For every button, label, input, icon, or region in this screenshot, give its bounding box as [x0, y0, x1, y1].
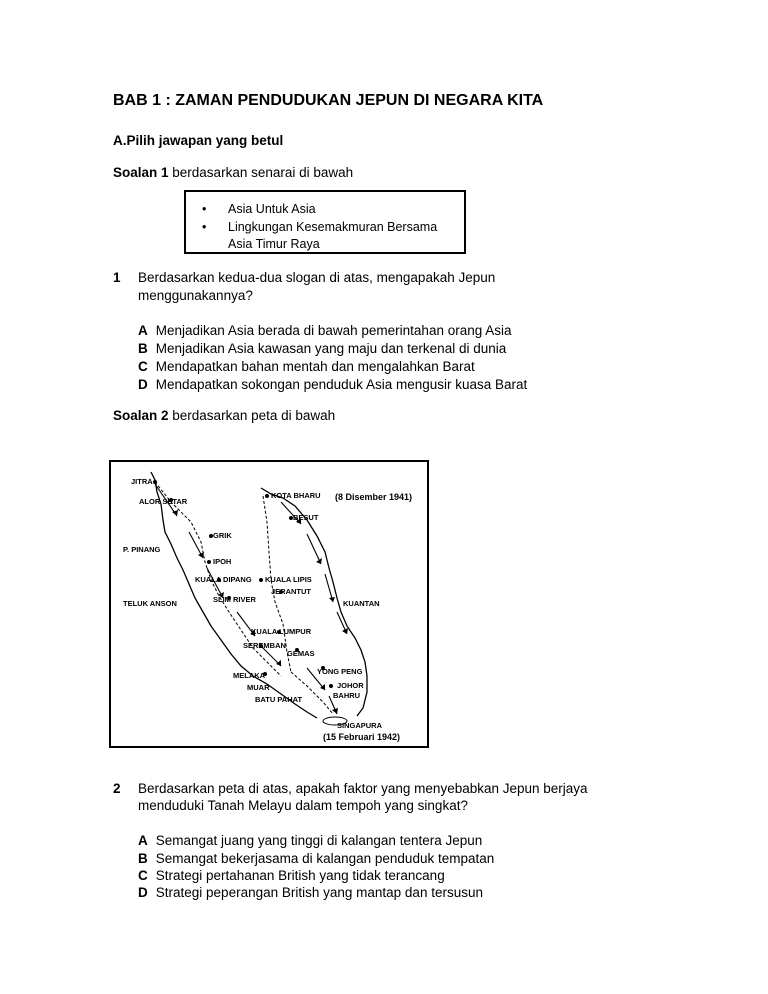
arrowhead [198, 552, 204, 558]
label-kuantan: KUANTAN [343, 599, 380, 608]
label-start-date: (8 Disember 1941) [335, 492, 413, 502]
q2-intro [113, 407, 335, 425]
slogan-box [184, 190, 466, 254]
q1-option-c: C Mendapatkan bahan mentah dan mengalahkan Barat [138, 359, 475, 374]
label-singapura: SINGAPURA [337, 721, 383, 730]
q2-option-b: B Semangat bekerjasama di kalangan penduduk tempatan [138, 851, 495, 866]
q2-option-c: C Strategi pertahanan British yang tidak terancang [138, 868, 445, 883]
invasion-map [109, 460, 429, 748]
label-kota-bharu: KOTA BHARU [271, 491, 321, 500]
q1-question-line2: menggunakannya? [138, 288, 253, 303]
label-slim-river: SLIM RIVER [213, 595, 256, 604]
label-teluk-anson: TELUK ANSON [123, 599, 177, 608]
label-muar: MUAR [247, 683, 270, 692]
label-kuala-lumpur: KUALA LUMPUR [251, 627, 312, 636]
slogan-item: • Asia Untuk Asia [202, 201, 437, 219]
slogan-item-continued: Asia Timur Raya [228, 237, 320, 251]
q2-option-a: A Semangat juang yang tinggi di kalangan tentera Jepun [138, 833, 483, 848]
label-kuala-lipis: KUALA LIPIS [265, 575, 312, 584]
label-jerantut: JERANTUT [271, 587, 312, 596]
q2-option-d: D Strategi peperangan British yang mantap dan tersusun [138, 885, 483, 900]
q1-intro [113, 164, 353, 182]
label-gemas: GEMAS [287, 649, 315, 658]
slogan-item: • Lingkungan Kesemakmuran Bersama [202, 219, 437, 237]
label-besut: BESUT [293, 513, 319, 522]
q1-number: 1 [113, 270, 121, 285]
label-kuala-dipang: KUALA DIPANG [195, 575, 252, 584]
q2-intro-text: berdasarkan peta di bawah [168, 408, 336, 423]
bullet-icon: • [202, 219, 207, 234]
label-alor-setar: ALOR SETAR [139, 497, 188, 506]
page-title: BAB 1 : ZAMAN PENDUDUKAN JEPUN DI NEGARA KITA [113, 92, 544, 109]
q1-option-a: A Menjadikan Asia berada di bawah pemerintahan orang Asia [138, 323, 512, 338]
railway-south [291, 672, 333, 714]
label-batu-pahat: BATU PAHAT [255, 695, 303, 704]
label-yong-peng: YONG PENG [317, 667, 363, 676]
q1-intro-label: Soalan 1 [113, 165, 169, 180]
label-johor: JOHOR [337, 681, 364, 690]
label-p-pinang: P. PINANG [123, 545, 161, 554]
label-bahru: BAHRU [333, 691, 361, 700]
section-heading: A.Pilih jawapan yang betul [113, 133, 284, 148]
label-melaka: MELAKA [233, 671, 266, 680]
q1-intro-text: berdasarkan senarai di bawah [168, 165, 354, 180]
q2-intro-label: Soalan 2 [113, 408, 169, 423]
label-end-date: (15 Februari 1942) [323, 732, 401, 742]
label-grik: GRIK [213, 531, 232, 540]
bullet-icon: • [202, 202, 207, 216]
arrowhead [276, 660, 281, 666]
arrowhead [329, 597, 335, 602]
label-ipoh: IPOH [213, 557, 232, 566]
q1-question-line1: Berdasarkan kedua-dua slogan di atas, mengapakah Jepun [138, 270, 496, 285]
q1-option-d: D Mendapatkan sokongan penduduk Asia mengusir kuasa Barat [138, 377, 528, 392]
label-jitra: JITRA [131, 477, 153, 486]
label-seremban: SEREMBAN [243, 641, 286, 650]
q1-option-b: B Menjadikan Asia kawasan yang maju dan terkenal di dunia [138, 341, 507, 356]
q2-number: 2 [113, 781, 121, 796]
q2-question-line1: Berdasarkan peta di atas, apakah faktor yang menyebabkan Jepun berjaya [138, 781, 588, 796]
q2-question-line2: menduduki Tanah Melayu dalam tempoh yang singkat? [138, 798, 468, 813]
